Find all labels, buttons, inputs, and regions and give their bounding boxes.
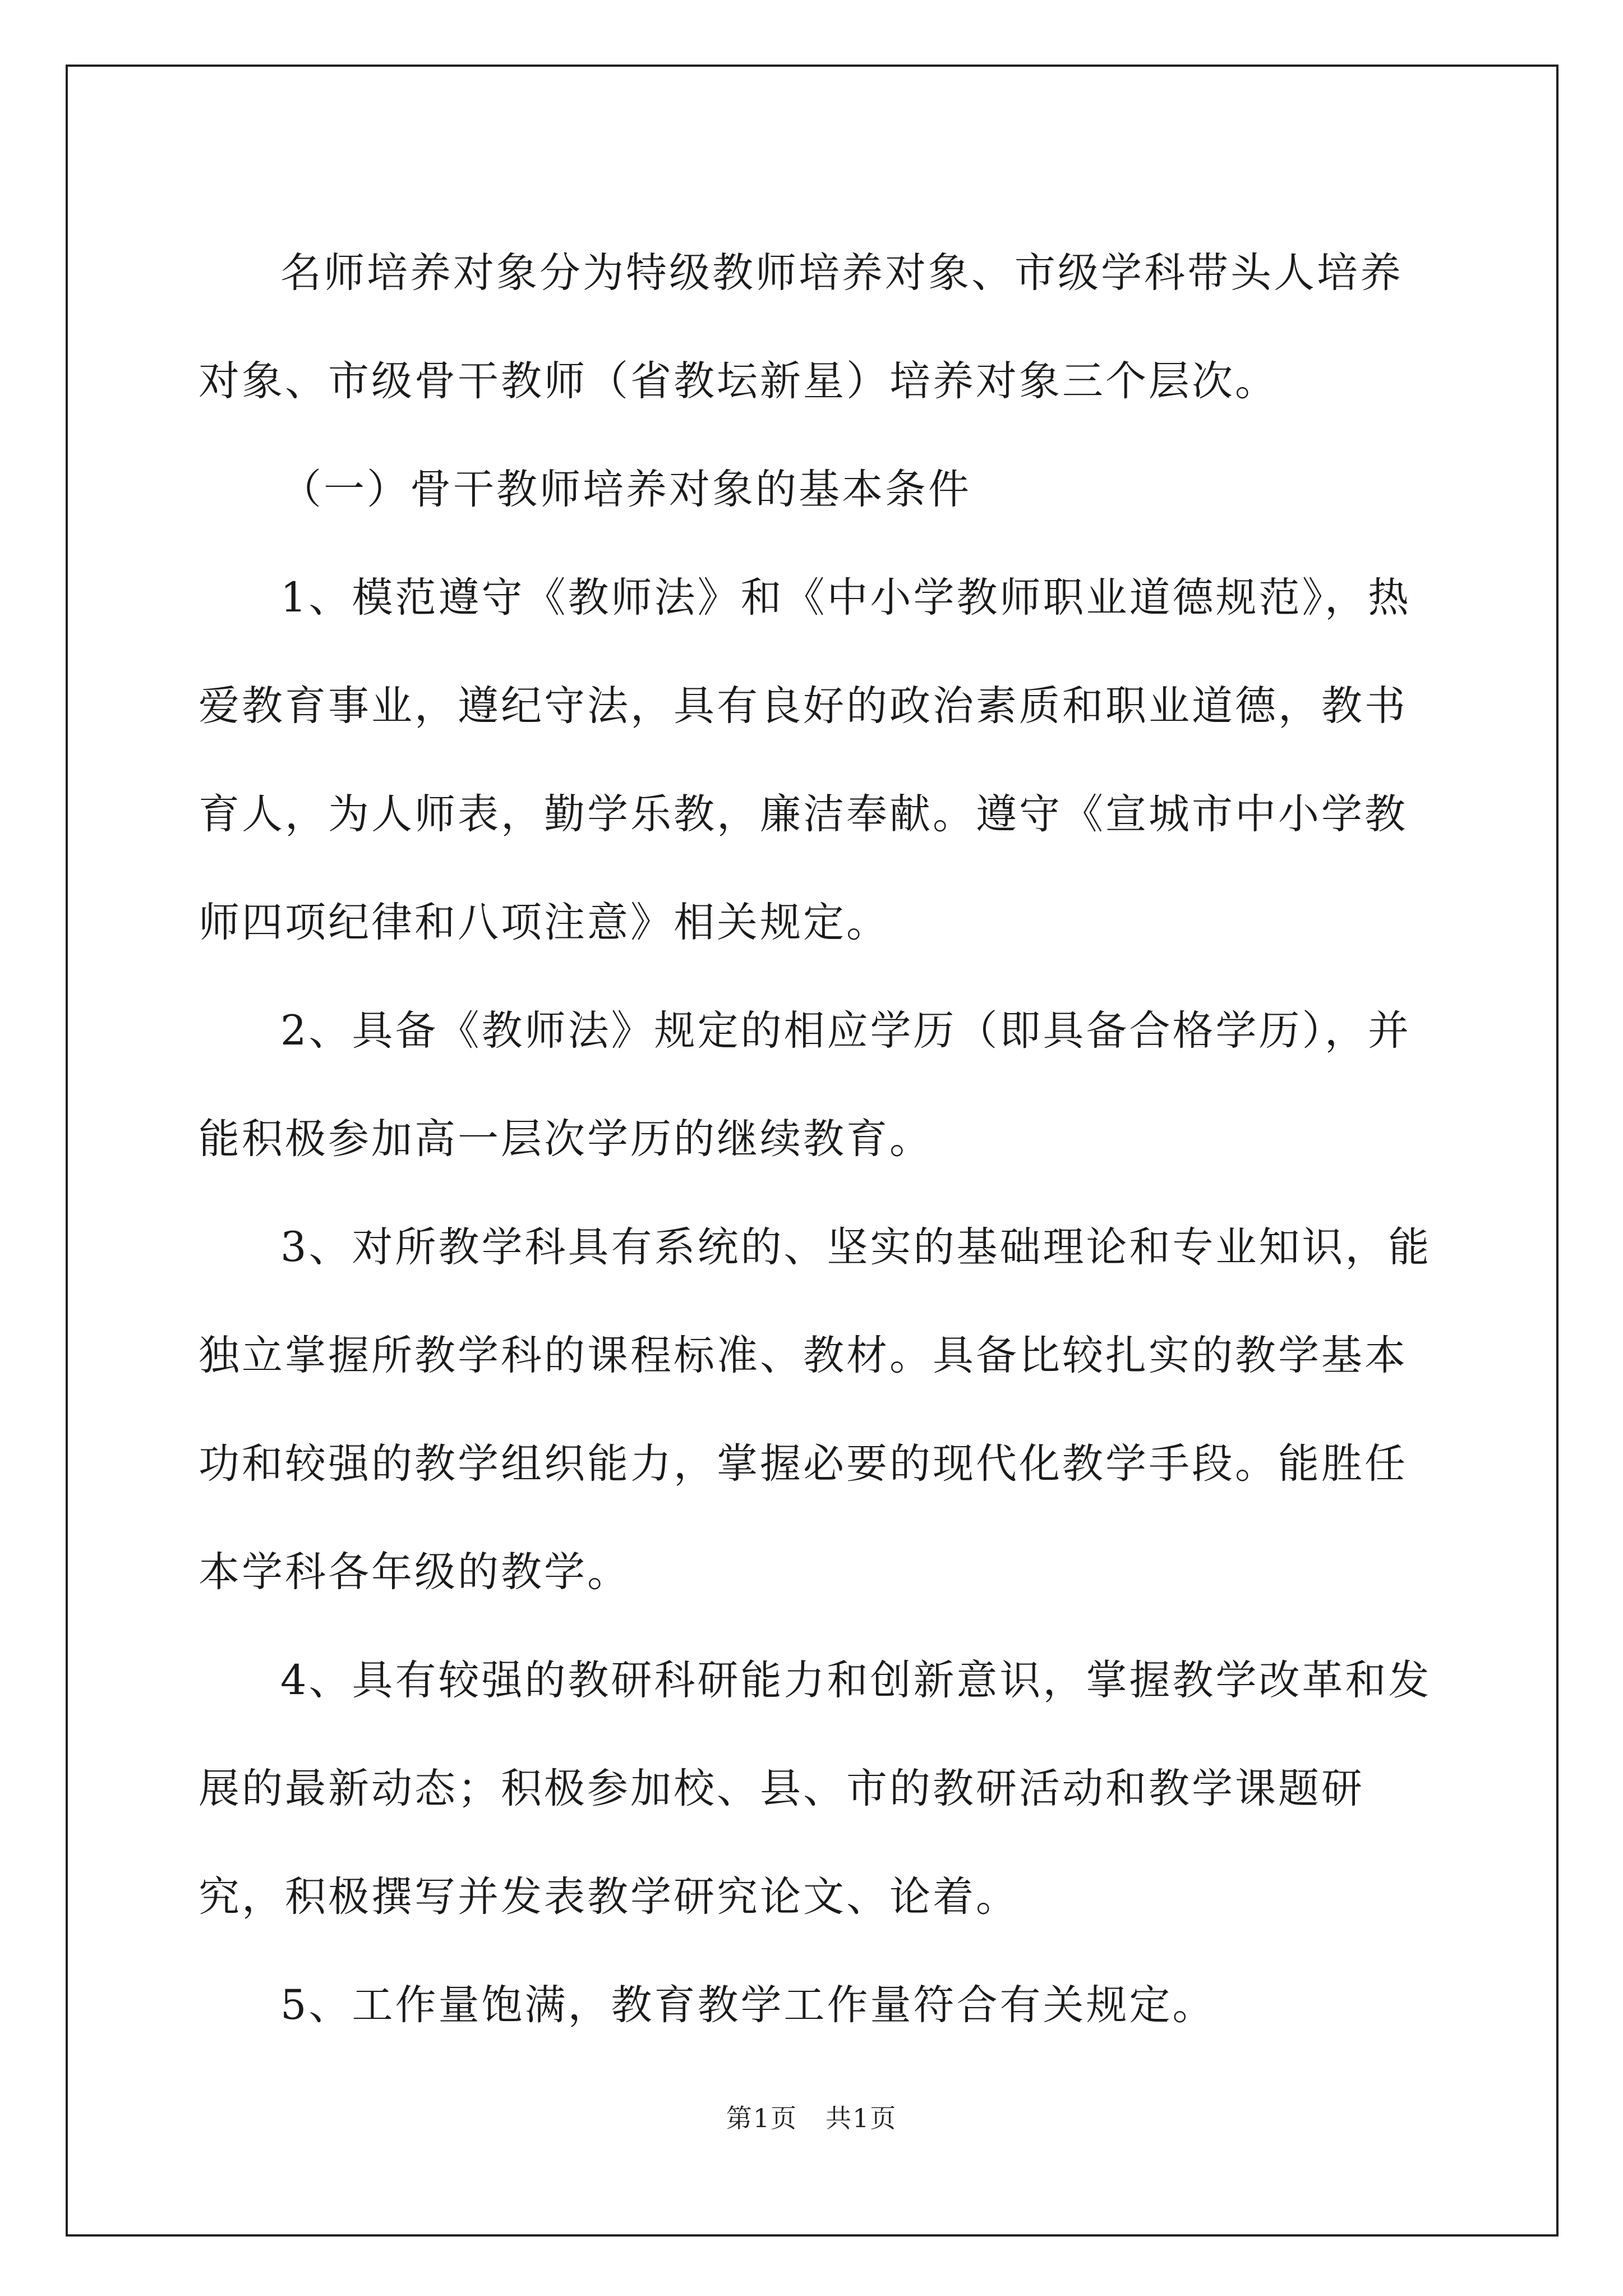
section-heading: （一）骨干教师培养对象的基本条件: [280, 466, 971, 513]
page-total: 共1页: [826, 2103, 897, 2133]
document-body: [199, 219, 1438, 2059]
paragraph-condition-1: 1、模范遵守《教师法》和《中小学教师职业道德规范》，热爱教育事业，遵纪守法，具有良好的政治素质和职业道德，教书育人，为人师表，勤学乐教，廉洁奉献。遵守《宣城市中小学教师四项纪律和八项注意》相关规定。: [199, 574, 1411, 946]
page-footer: [0, 2098, 1623, 2135]
paragraph-condition-4: 4、具有较强的教研科研能力和创新意识，掌握教学改革和发展的最新动态；积极参加校、县、市的教研活动和教学课题研究，积极撰写并发表教学研究论文、论着。: [199, 1657, 1432, 1921]
paragraph-condition-2: 2、具备《教师法》规定的相应学历（即具备合格学历），并能积极参加高一层次学历的继续教育。: [199, 1007, 1411, 1163]
paragraph-condition-5: 5、工作量饱满，教育教学工作量符合有关规定。: [280, 1981, 1216, 2029]
paragraph-condition-3: 3、对所教学科具有系统的、坚实的基础理论和专业知识，能独立掌握所教学科的课程标准、教材。具备比较扎实的教学基本功和较强的教学组织能力，掌握必要的现代化教学手段。能胜任本学科各年级的教学。: [199, 1223, 1432, 1596]
paragraph-intro: 名师培养对象分为特级教师培养对象、市级学科带头人培养对象、市级骨干教师（省教坛新星）培养对象三个层次。: [199, 249, 1403, 405]
page-number: 第1页: [726, 2103, 797, 2133]
